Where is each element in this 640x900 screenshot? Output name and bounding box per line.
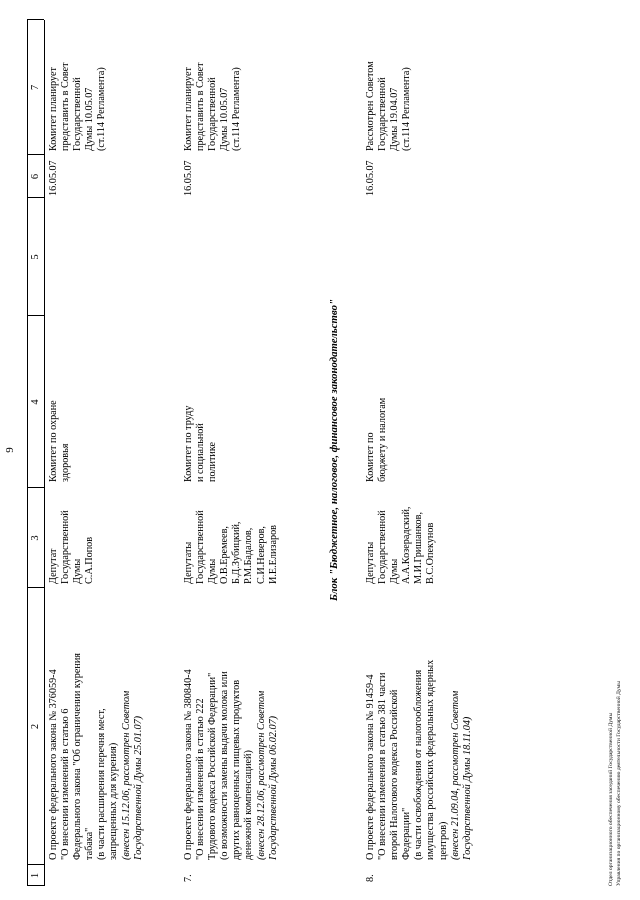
law-line: О проекте федерального закона № 380840-4 — [183, 669, 194, 860]
law-description — [48, 653, 145, 860]
law-line: имущества российских федеральных ядерных — [425, 659, 437, 860]
author-cell — [48, 510, 96, 584]
law-line: (в части расширения перечня мест, — [96, 708, 108, 860]
author-line: Б.Д.Зубицкий, — [231, 521, 243, 584]
law-note: Государственной Думы 06.02.07) — [267, 715, 279, 860]
law-line: "О внесении изменений в статью 222 — [195, 698, 207, 860]
column-number: 5 — [30, 254, 41, 260]
author-line: Депутат — [48, 548, 59, 584]
footer-line: Отдел организационного обеспечения заседаний Государственной Думы — [608, 712, 614, 886]
status-line: Комитет планирует — [183, 67, 194, 151]
law-line: (о возможности замены выдачи молока или — [219, 671, 231, 860]
law-line: О проекте федерального закона № 376059-4 — [48, 669, 59, 860]
author-line: Государственной — [195, 510, 207, 584]
footer-line: Управления по организационному обеспечению деятельности Государственной Думы — [616, 681, 622, 886]
column-number: 2 — [30, 723, 41, 730]
committee-line: Комитет по охране — [48, 400, 59, 482]
law-note: (внесен 15.12.06, рассмотрен Советом — [120, 690, 132, 860]
author-line: Думы — [72, 558, 84, 584]
law-description — [183, 669, 280, 860]
law-line: (в части освобождения от налогообложения — [413, 669, 425, 860]
author-line: С.И.Неверов, — [255, 526, 267, 584]
author-cell — [365, 507, 438, 584]
page-number: 9 — [4, 447, 16, 453]
author-line: М.И.Гришанков, — [413, 511, 425, 584]
law-line: второй Налогового кодекса Российской — [389, 689, 401, 860]
block-title: Блок "Бюджетное, налоговое, финансовое законодательство" — [328, 298, 340, 602]
status-line: Думы 10.05.07 — [84, 87, 96, 151]
date-cell: 16.05.07 — [365, 160, 376, 196]
law-line: О проекте федерального закона № 91459-4 — [365, 674, 376, 860]
committee-line: политике — [207, 441, 219, 482]
column-number: 7 — [30, 84, 41, 91]
author-line: Государственной — [60, 510, 72, 584]
law-note: (внесен 21.09.04, рассмотрен Советом — [449, 690, 461, 860]
committee-cell — [48, 400, 72, 482]
header-bottom-border — [44, 20, 45, 886]
status-line: представить в Совет — [195, 62, 207, 151]
row-number: 8. — [365, 874, 376, 882]
law-line: запрещенных для курения) — [108, 742, 120, 860]
row-number: 7. — [183, 874, 194, 882]
law-note: Государственной Думы 18.11.04) — [461, 716, 473, 860]
author-cell — [183, 510, 280, 584]
committee-line: Комитет по — [365, 432, 376, 482]
law-line: Федерации" — [401, 807, 413, 860]
law-description — [365, 660, 474, 860]
status-line: Думы 10.05.07 — [219, 87, 231, 151]
status-line: Думы 19.04.07 — [389, 87, 401, 151]
law-line: Федерального закона "Об ограничении курения — [72, 653, 84, 860]
committee-line: здоровья — [60, 443, 72, 482]
author-line: С.А.Попов — [84, 536, 96, 584]
date-cell: 16.05.07 — [48, 160, 59, 196]
committee-line: Комитет по труду — [183, 405, 194, 482]
column-number: 3 — [30, 535, 41, 541]
status-cell — [48, 62, 108, 151]
status-line: Государственной — [72, 77, 84, 151]
author-line: А.А.Козерадский, — [401, 506, 413, 584]
author-line: И.Е.Елизаров — [267, 525, 279, 584]
author-line: Думы — [389, 558, 401, 584]
status-line: Рассмотрен Советом — [365, 61, 376, 151]
status-line: (ст.114 Регламента) — [401, 67, 413, 151]
status-line: (ст.114 Регламента) — [96, 67, 108, 151]
status-line: Комитет планирует — [48, 67, 59, 151]
status-line: представить в Совет — [60, 62, 72, 151]
law-note: (внесен 28.12.06, рассмотрен Советом — [255, 690, 267, 860]
law-line: других равноценных пищевых продуктов — [231, 679, 243, 860]
column-number: 1 — [30, 872, 41, 879]
law-line: центров) — [437, 821, 449, 860]
author-line: В.С.Опекунов — [425, 522, 437, 584]
column-number: 6 — [30, 173, 41, 180]
committee-cell — [365, 398, 389, 482]
status-cell — [365, 61, 413, 151]
law-line: денежной компенсацией) — [243, 750, 255, 860]
committee-cell — [183, 406, 219, 482]
law-line: "О внесении изменения в статью 381 части — [377, 672, 389, 860]
author-line: Р.М.Бадалов, — [243, 527, 255, 584]
law-line: табака" — [84, 827, 96, 860]
author-line: О.В.Еремеев, — [219, 526, 231, 584]
status-line: (ст.114 Регламента) — [231, 67, 243, 151]
author-line: Думы — [207, 558, 219, 584]
law-line: Трудового кодекса Российской Федерации" — [207, 672, 219, 860]
author-line: Государственной — [377, 510, 389, 584]
law-line: "О внесении изменений в статью 6 — [60, 708, 72, 860]
law-note: Государственной Думы 25.01.07) — [132, 715, 144, 860]
status-cell — [183, 62, 243, 151]
committee-line: и социальной — [195, 423, 207, 482]
author-line: Депутаты — [365, 541, 376, 584]
author-line: Депутаты — [183, 541, 194, 584]
status-line: Государственной — [207, 77, 219, 151]
column-number: 4 — [30, 399, 41, 405]
date-cell: 16.05.07 — [183, 160, 194, 196]
status-line: Государственной — [377, 77, 389, 151]
committee-line: бюджету и налогам — [377, 397, 389, 482]
